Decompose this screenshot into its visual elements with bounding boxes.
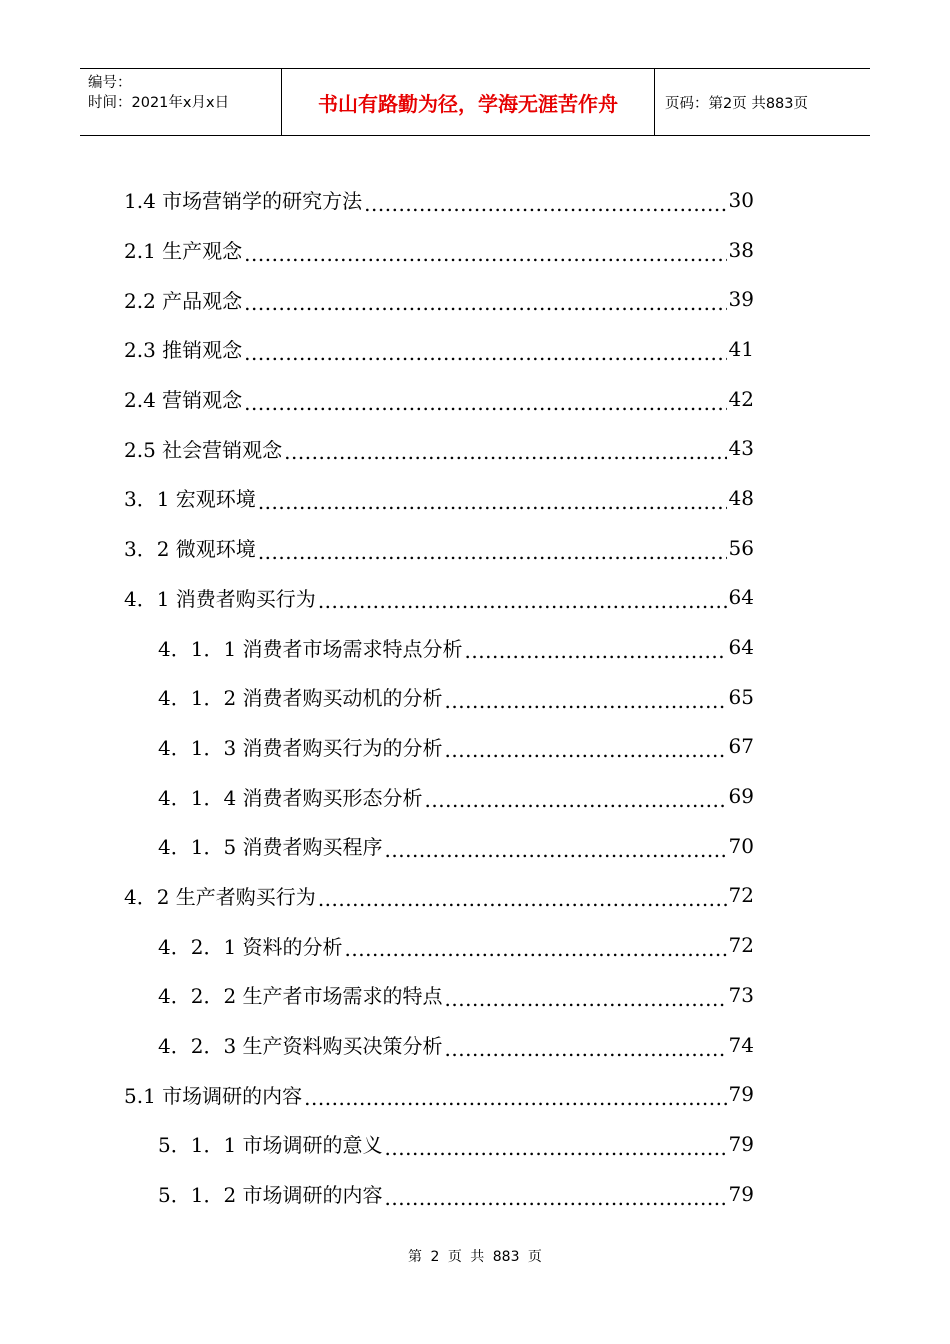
toc-entry-page: 79 [728, 1131, 754, 1156]
toc-entry[interactable] [124, 622, 754, 672]
toc-entry-page: 79 [728, 1181, 754, 1206]
toc-leader-dots [318, 589, 727, 613]
page-footer: 第 2 页 共 883 页 [408, 1249, 542, 1265]
toc-entry[interactable] [124, 573, 754, 623]
toc-leader-dots [445, 987, 727, 1011]
toc-leader-dots [385, 838, 727, 862]
toc-leader-dots [318, 887, 727, 911]
toc-entry-label: 4．1．4 消费者购买形态分析 [158, 785, 423, 810]
toc-entry-label: 4．1．1 消费者市场需求特点分析 [158, 636, 463, 661]
toc-entry[interactable] [124, 722, 754, 772]
toc-leader-dots [345, 937, 727, 961]
toc-leader-dots [364, 192, 726, 216]
toc-leader-dots [385, 1186, 727, 1210]
toc-leader-dots [284, 440, 726, 464]
toc-entry[interactable] [124, 672, 754, 722]
toc-entry-page: 30 [728, 187, 754, 212]
toc-entry-page: 70 [728, 833, 754, 858]
toc-entry-label: 4．2．1 资料的分析 [158, 934, 343, 959]
toc-leader-dots [304, 1086, 726, 1110]
toc-entry-label: 5．1．1 市场调研的意义 [158, 1133, 383, 1158]
toc-leader-dots [425, 788, 727, 812]
toc-entry[interactable] [124, 920, 754, 970]
toc-entry-page: 43 [728, 436, 754, 461]
toc-leader-dots [445, 689, 727, 713]
toc-entry-label: 4．2．3 生产资料购买决策分析 [158, 1034, 443, 1059]
toc-entry-label: 2.2 产品观念 [124, 288, 243, 313]
toc-leader-dots [385, 1136, 727, 1160]
toc-entry-label: 2.3 推销观念 [124, 338, 243, 363]
toc-entry[interactable] [124, 473, 754, 523]
toc-entry[interactable] [124, 1169, 754, 1219]
toc-entry[interactable] [124, 374, 754, 424]
toc-entry-label: 4．2．2 生产者市场需求的特点 [158, 984, 443, 1009]
toc-entry-label: 4．1．3 消费者购买行为的分析 [158, 735, 443, 760]
toc-entry-label: 3．2 微观环境 [124, 537, 256, 562]
header-time: 时间：2021年x月x日 [88, 95, 230, 111]
toc-entry-page: 72 [728, 883, 754, 908]
toc-entry-label: 2.5 社会营销观念 [124, 437, 283, 462]
toc-entry-page: 39 [728, 287, 754, 312]
toc-entry-page: 48 [728, 485, 754, 510]
header-page-info: 页码：第2页 共883页 [665, 95, 809, 112]
toc-entry-label: 5.1 市场调研的内容 [124, 1083, 303, 1108]
toc-entry-label: 2.4 营销观念 [124, 388, 243, 413]
toc-entry-label: 5．1．2 市场调研的内容 [158, 1183, 383, 1208]
toc-entry-page: 41 [728, 336, 754, 361]
toc-entry-page: 64 [728, 585, 754, 610]
toc-entry[interactable] [124, 1119, 754, 1169]
toc-entry[interactable] [124, 771, 754, 821]
toc-leader-dots [244, 391, 726, 415]
toc-leader-dots [244, 341, 726, 365]
toc-entry-page: 65 [728, 684, 754, 709]
toc-entry-page: 56 [728, 535, 754, 560]
toc-entry-page: 67 [728, 734, 754, 759]
toc-entry[interactable] [124, 871, 754, 921]
toc-entry[interactable] [124, 225, 754, 275]
toc-entry-page: 79 [728, 1082, 754, 1107]
toc-entry[interactable] [124, 523, 754, 573]
toc-entry-page: 64 [728, 635, 754, 660]
table-of-contents [124, 175, 754, 1218]
toc-entry[interactable] [124, 1069, 754, 1119]
header-motto: 书山有路勤为径，学海无涯苦作舟 [282, 69, 655, 135]
toc-leader-dots [258, 490, 727, 514]
toc-entry-label: 3．1 宏观环境 [124, 487, 256, 512]
page-header [80, 68, 870, 136]
toc-entry[interactable] [124, 1020, 754, 1070]
toc-entry[interactable] [124, 324, 754, 374]
toc-leader-dots [258, 540, 727, 564]
toc-leader-dots [244, 242, 726, 266]
toc-leader-dots [465, 639, 727, 663]
toc-leader-dots [445, 738, 727, 762]
toc-entry-label: 4．1．5 消费者购买程序 [158, 835, 383, 860]
toc-entry-label: 4．1 消费者购买行为 [124, 586, 316, 611]
toc-entry[interactable] [124, 821, 754, 871]
toc-entry[interactable] [124, 970, 754, 1020]
toc-entry[interactable] [124, 274, 754, 324]
toc-entry-page: 42 [728, 386, 754, 411]
toc-entry-page: 72 [728, 933, 754, 958]
header-meta [80, 69, 282, 135]
toc-entry-label: 4．1．2 消费者购买动机的分析 [158, 686, 443, 711]
header-number: 编号： [88, 75, 132, 91]
toc-entry-label: 4．2 生产者购买行为 [124, 884, 316, 909]
toc-leader-dots [445, 1037, 727, 1061]
toc-entry[interactable] [124, 423, 754, 473]
toc-entry-page: 38 [728, 237, 754, 262]
toc-entry-page: 74 [728, 1032, 754, 1057]
toc-entry-page: 69 [728, 784, 754, 809]
toc-entry-label: 1.4 市场营销学的研究方法 [124, 189, 363, 214]
toc-entry-page: 73 [728, 982, 754, 1007]
toc-leader-dots [244, 291, 726, 315]
toc-entry-label: 2.1 生产观念 [124, 239, 243, 264]
toc-entry[interactable] [124, 175, 754, 225]
